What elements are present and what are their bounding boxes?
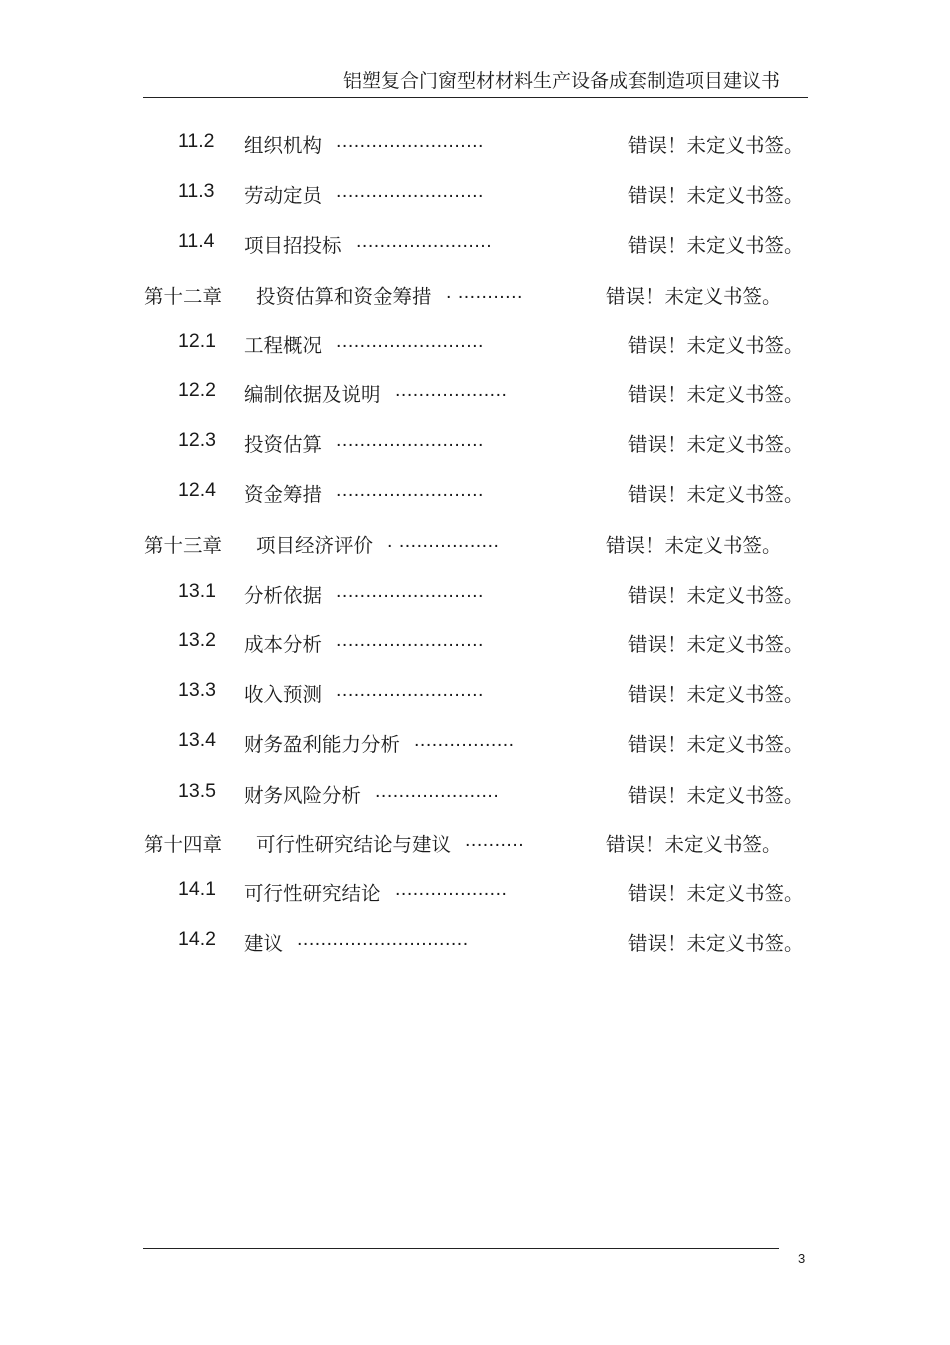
toc-entry-title: 投资估算 xyxy=(244,433,323,456)
toc-leader-dots: ................. xyxy=(414,729,515,751)
toc-page-reference: 错误！未定义书签。 xyxy=(628,234,804,257)
toc-leader-dots: ......................... xyxy=(336,429,484,451)
toc-section-number: 13.2 xyxy=(178,629,216,651)
toc-section-number: 14.1 xyxy=(178,878,216,900)
toc-entry-title: 财务盈利能力分析 xyxy=(244,733,401,756)
toc-chapter-row[interactable] xyxy=(0,528,950,558)
toc-leader-dots: ......................... xyxy=(336,130,484,152)
toc-entry-title: 劳动定员 xyxy=(244,184,323,207)
toc-entry-title: 建议 xyxy=(244,932,284,955)
toc-entry-title: 项目招投标 xyxy=(244,234,342,257)
toc-section-row[interactable] xyxy=(0,578,950,608)
toc-leader-dots: ..................... xyxy=(375,780,500,802)
toc-leader-dots: ......................... xyxy=(336,180,484,202)
toc-chapter-label: 第十二章 xyxy=(144,285,223,308)
toc-entry-title: 可行性研究结论与建议 xyxy=(256,833,452,856)
toc-section-row[interactable] xyxy=(0,477,950,507)
toc-entry-title: 组织机构 xyxy=(244,134,323,157)
toc-section-row[interactable] xyxy=(0,178,950,208)
toc-leader-dots: ............................. xyxy=(297,928,469,950)
toc-leader-dots: ................... xyxy=(395,878,508,900)
toc-page-reference: 错误！未定义书签。 xyxy=(628,733,804,756)
toc-page-reference: 错误！未定义书签。 xyxy=(628,932,804,955)
toc-section-number: 13.5 xyxy=(178,780,216,802)
toc-section-row[interactable] xyxy=(0,727,950,757)
toc-section-number: 11.3 xyxy=(178,180,215,202)
toc-section-number: 12.1 xyxy=(178,330,216,352)
page-header-title: 铝塑复合门窗型材材料生产设备成套制造项目建议书 xyxy=(342,70,780,92)
toc-section-number: 12.4 xyxy=(178,479,216,501)
toc-entry-title: 可行性研究结论 xyxy=(244,882,381,905)
toc-page-reference: 错误！未定义书签。 xyxy=(606,285,782,308)
toc-page-reference: 错误！未定义书签。 xyxy=(628,483,804,506)
toc-page-reference: 错误！未定义书签。 xyxy=(628,383,804,406)
toc-entry-title: 项目经济评价 xyxy=(256,534,374,557)
toc-section-row[interactable] xyxy=(0,427,950,457)
toc-chapter-label: 第十四章 xyxy=(144,833,223,856)
toc-leader-dots: ................... xyxy=(395,379,508,401)
toc-entry-title: 工程概况 xyxy=(244,334,323,357)
toc-section-row[interactable] xyxy=(0,377,950,407)
toc-section-row[interactable] xyxy=(0,328,950,358)
toc-section-row[interactable] xyxy=(0,926,950,956)
toc-page-reference: 错误！未定义书签。 xyxy=(606,833,782,856)
toc-page-reference: 错误！未定义书签。 xyxy=(628,433,804,456)
toc-section-row[interactable] xyxy=(0,677,950,707)
toc-section-row[interactable] xyxy=(0,128,950,158)
toc-section-row[interactable] xyxy=(0,627,950,657)
toc-entry-title: 资金筹措 xyxy=(244,483,323,506)
toc-page-reference: 错误！未定义书签。 xyxy=(628,334,804,357)
toc-section-row[interactable] xyxy=(0,876,950,906)
toc-section-number: 11.2 xyxy=(178,130,215,152)
toc-section-row[interactable] xyxy=(0,778,950,808)
toc-chapter-row[interactable] xyxy=(0,279,950,309)
toc-leader-dots: .......... xyxy=(465,829,525,851)
toc-leader-dots: . ................. xyxy=(387,530,500,552)
toc-leader-dots: ......................... xyxy=(336,580,484,602)
toc-page-reference: 错误！未定义书签。 xyxy=(628,882,804,905)
toc-entry-title: 编制依据及说明 xyxy=(244,383,381,406)
toc-section-number: 13.4 xyxy=(178,729,216,751)
toc-page-reference: 错误！未定义书签。 xyxy=(628,633,804,656)
toc-section-number: 11.4 xyxy=(178,230,215,252)
toc-entry-title: 分析依据 xyxy=(244,584,323,607)
toc-entry-title: 财务风险分析 xyxy=(244,784,362,807)
toc-page-reference: 错误！未定义书签。 xyxy=(628,184,804,207)
toc-section-number: 12.3 xyxy=(178,429,216,451)
toc-entry-title: 成本分析 xyxy=(244,633,323,656)
toc-leader-dots: . ........... xyxy=(446,281,523,303)
toc-page-reference: 错误！未定义书签。 xyxy=(606,534,782,557)
toc-entry-title: 投资估算和资金筹措 xyxy=(256,285,432,308)
toc-leader-dots: ......................... xyxy=(336,479,484,501)
toc-leader-dots: ....................... xyxy=(356,230,493,252)
toc-section-number: 12.2 xyxy=(178,379,216,401)
toc-chapter-row[interactable] xyxy=(0,827,950,857)
toc-leader-dots: ......................... xyxy=(336,629,484,651)
toc-page-reference: 错误！未定义书签。 xyxy=(628,683,804,706)
toc-page-reference: 错误！未定义书签。 xyxy=(628,584,804,607)
footer-divider xyxy=(143,1248,779,1249)
toc-section-number: 14.2 xyxy=(178,928,216,950)
toc-page-reference: 错误！未定义书签。 xyxy=(628,784,804,807)
toc-leader-dots: ......................... xyxy=(336,679,484,701)
toc-section-number: 13.1 xyxy=(178,580,216,602)
toc-leader-dots: ......................... xyxy=(336,330,484,352)
toc-page-reference: 错误！未定义书签。 xyxy=(628,134,804,157)
header-divider xyxy=(143,97,808,98)
toc-entry-title: 收入预测 xyxy=(244,683,323,706)
toc-section-row[interactable] xyxy=(0,228,950,258)
toc-chapter-label: 第十三章 xyxy=(144,534,223,557)
page-number: 3 xyxy=(798,1251,806,1266)
toc-section-number: 13.3 xyxy=(178,679,216,701)
